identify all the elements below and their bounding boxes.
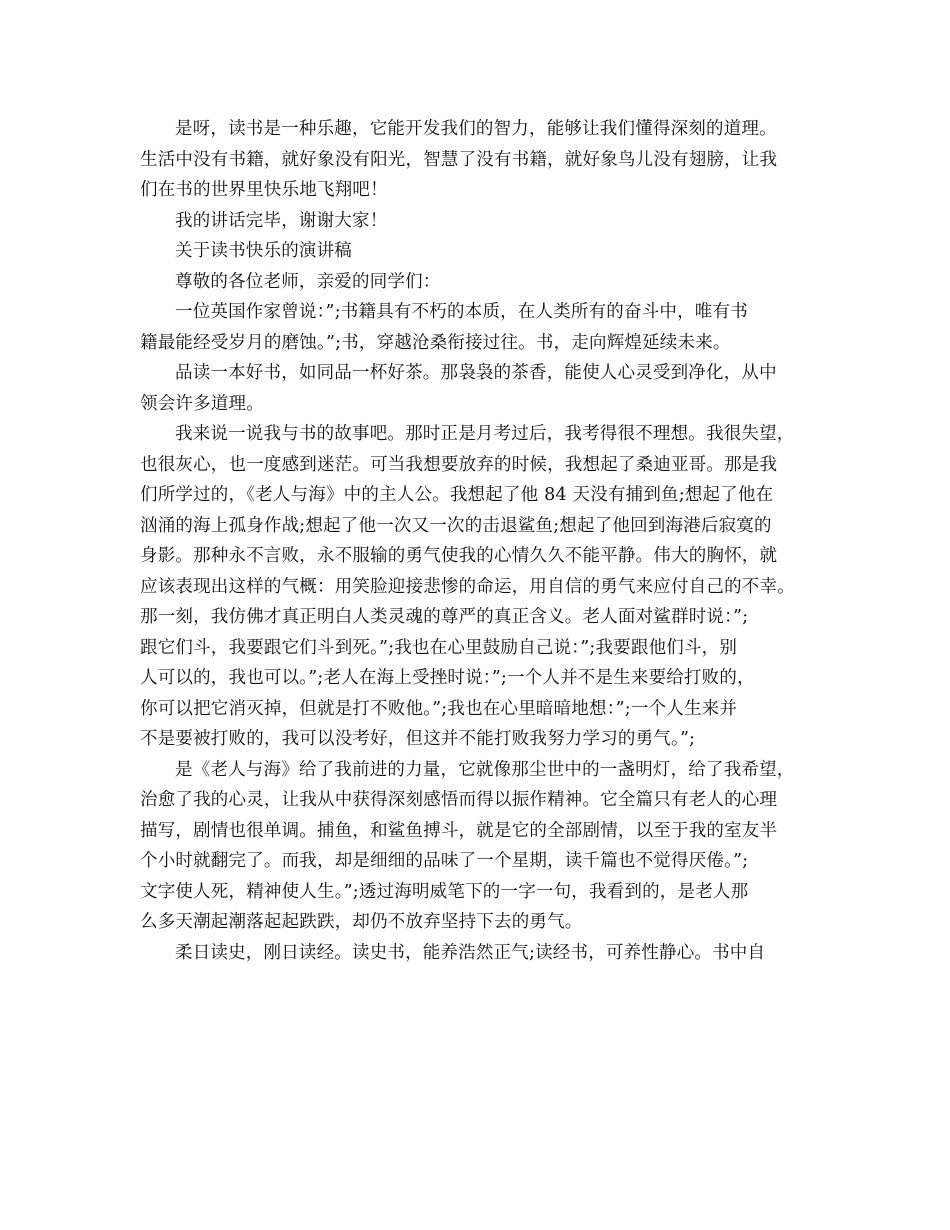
document-body: [140, 114, 820, 968]
text-line: 是呀，读书是一种乐趣，它能开发我们的智力，能够让我们懂得深刻的道理。: [175, 119, 777, 139]
salutation: 尊敬的各位老师，亲爱的同学们：: [175, 271, 441, 292]
text-line: 也很灰心，也一度感到迷茫。可当我想要放弃的时候，我想起了桑迪亚哥。那是我: [140, 454, 778, 475]
section-heading: 关于读书快乐的演讲稿: [175, 241, 352, 261]
text-line: 我的讲话完毕，谢谢大家！: [175, 210, 388, 231]
text-line: 描写，剧情也很单调。捕鱼，和鲨鱼搏斗，就是它的全部剧情，以至于我的室友半: [140, 820, 778, 841]
text-line: 应该表现出这样的气概：用笑脸迎接悲惨的命运，用自信的勇气来应付自己的不幸。: [140, 576, 795, 597]
text-line: 不是要被打败的，我可以没考好，但这并不能打败我努力学习的勇气。”;: [140, 729, 696, 749]
text-line: 领会许多道理。: [140, 393, 264, 414]
text-line: 们在书的世界里快乐地飞翔吧！: [140, 180, 388, 200]
text-line: 品读一本好书，如同品一杯好茶。那袅袅的茶香，能使人心灵受到净化，从中: [175, 363, 777, 383]
text-line: 一位英国作家曾说：”;书籍具有不朽的本质，在人类所有的奋斗中，唯有书: [175, 302, 748, 322]
text-line: 那一刻，我仿佛才真正明白人类灵魂的尊严的真正含义。老人面对鲨群时说：”;: [140, 607, 749, 627]
text-line: 文字使人死，精神使人生。”;透过海明威笔下的一字一句，我看到的，是老人那: [140, 881, 749, 902]
text-line: 人可以的，我也可以。”;老人在海上受挫时说：”;一个人并不是生来要给打败的，: [140, 668, 755, 688]
text-line: 身影。那种永不言败，永不服输的勇气使我的心情久久不能平静。伟大的胸怀，就: [140, 546, 778, 566]
text-line: 生活中没有书籍，就好象没有阳光，智慧了没有书籍，就好象鸟儿没有翅膀，让我: [140, 149, 778, 170]
text-line: 汹涌的海上孤身作战;想起了他一次又一次的击退鲨鱼;想起了他回到海港后寂寞的: [140, 515, 772, 536]
text-line: 籍最能经受岁月的磨蚀。”;书，穿越沧桑衔接过往。书，走向辉煌延续未来。: [140, 332, 731, 353]
text-line: 跟它们斗，我要跟它们斗到死。”;我也在心里鼓励自己说：”;我要跟他们斗，别: [140, 637, 738, 658]
text-line: 柔日读史，刚日读经。读史书，能养浩然正气;读经书，可养性静心。书中自: [175, 942, 766, 963]
text-line: 么多天潮起潮落起起跌跌，却仍不放弃坚持下去的勇气。: [140, 912, 583, 932]
text-line: 们所学过的，《老人与海》中的主人公。我想起了他 84 天没有捕到鱼;想起了他在: [140, 485, 774, 505]
text-line: 治愈了我的心灵，让我从中获得深刻感悟而得以振作精神。它全篇只有老人的心理: [140, 790, 778, 810]
text-line: 个小时就翻完了。而我，却是细细的品味了一个星期，读千篇也不觉得厌倦。”;: [140, 851, 749, 871]
text-line: 我来说一说我与书的故事吧。那时正是月考过后，我考得很不理想。我很失望，: [175, 424, 795, 444]
text-line: 你可以把它消灭掉，但就是打不败他。”;我也在心里暗暗地想：”;一个人生来并: [140, 698, 738, 719]
text-line: 是《老人与海》给了我前进的力量，它就像那尘世中的一盏明灯，给了我希望，: [175, 759, 795, 780]
